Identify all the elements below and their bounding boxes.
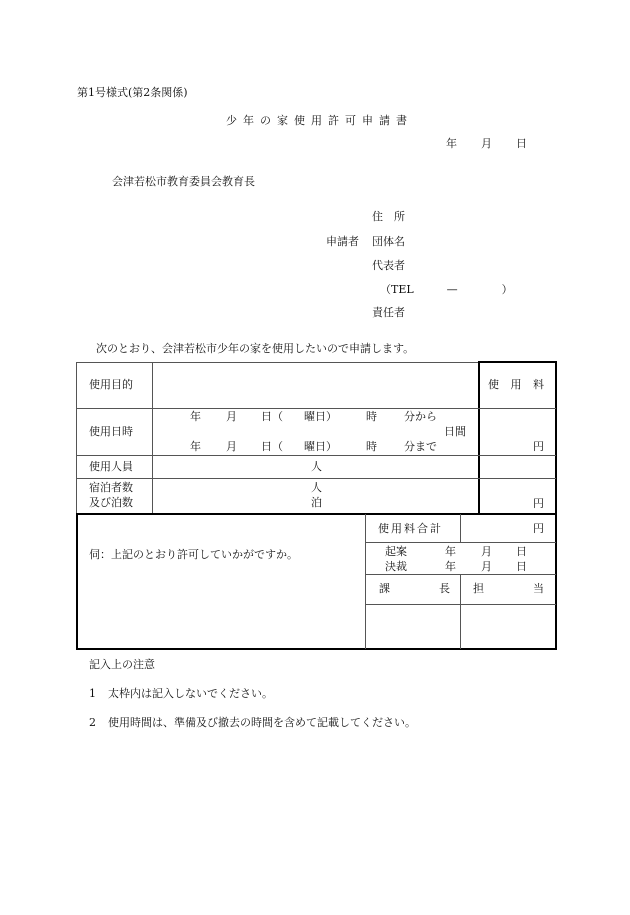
decision-day: 日	[516, 560, 527, 573]
draft-day: 日	[516, 545, 527, 558]
section-chief-label-2: 長	[439, 582, 450, 595]
notes-heading: 記入上の注意	[89, 658, 155, 671]
note-2-number: 2	[89, 716, 96, 729]
total-yen: 円	[533, 522, 544, 535]
from-weekday: 曜日）	[304, 410, 337, 423]
users-label: 使用人員	[89, 460, 133, 473]
note-1-number: 1	[89, 687, 96, 700]
decision-month: 月	[481, 560, 492, 573]
draft-label: 起案	[385, 545, 407, 558]
fee-yen: 円	[533, 440, 544, 453]
from-minute: 分から	[404, 410, 437, 423]
datetime-label: 使用日時	[89, 425, 133, 438]
date-year: 年	[446, 137, 457, 150]
lodging-yen: 円	[533, 497, 544, 510]
to-day: 日（	[261, 440, 283, 453]
to-hour: 時	[366, 440, 377, 453]
to-weekday: 曜日）	[304, 440, 337, 453]
section-chief-label: 課	[379, 582, 390, 595]
from-month: 月	[226, 410, 237, 423]
draft-year: 年	[445, 545, 456, 558]
date-day: 日	[516, 137, 527, 150]
from-day: 日（	[261, 410, 283, 423]
in-charge-label: 担	[473, 582, 484, 595]
from-year: 年	[190, 410, 201, 423]
addressee: 会津若松市教育委員会教育長	[112, 175, 255, 188]
lodgers-unit: 人	[311, 481, 322, 494]
to-month: 月	[226, 440, 237, 453]
lodgers-label-1: 宿泊者数	[89, 481, 133, 494]
note-2: 使用時間は、準備及び撤去の時間を含めて記載してください。	[108, 716, 416, 729]
applicant-label: 申請者	[326, 235, 359, 248]
intro-text: 次のとおり、会津若松市少年の家を使用したいので申請します。	[96, 342, 415, 355]
inquiry-text: 伺：上記のとおり許可していかがですか。	[89, 548, 298, 561]
days-unit: 日間	[444, 425, 466, 438]
users-unit: 人	[311, 460, 322, 473]
fee-label: 使 用 料	[488, 378, 548, 391]
responsible-label: 責任者	[372, 306, 405, 319]
in-charge-label-2: 当	[533, 582, 544, 595]
to-year: 年	[190, 440, 201, 453]
purpose-label: 使用目的	[89, 378, 133, 391]
group-label: 団体名	[372, 235, 405, 248]
total-label: 使用料合計	[378, 522, 443, 535]
draft-month: 月	[481, 545, 492, 558]
date-month: 月	[481, 137, 492, 150]
to-minute: 分まで	[404, 440, 437, 453]
nights-unit: 泊	[311, 496, 322, 509]
page-title: 少年の家使用許可申請書	[226, 114, 413, 127]
decision-year: 年	[445, 560, 456, 573]
decision-label: 決裁	[385, 560, 407, 573]
representative-label: 代表者	[372, 259, 405, 272]
lodgers-label-2: 及び泊数	[89, 496, 133, 509]
tel-line: （TEL — ）	[380, 283, 513, 296]
address-label: 住 所	[372, 210, 405, 223]
form-number: 第1号様式(第2条関係)	[77, 86, 188, 99]
note-1: 太枠内は記入しないでください。	[108, 687, 273, 700]
from-hour: 時	[366, 410, 377, 423]
